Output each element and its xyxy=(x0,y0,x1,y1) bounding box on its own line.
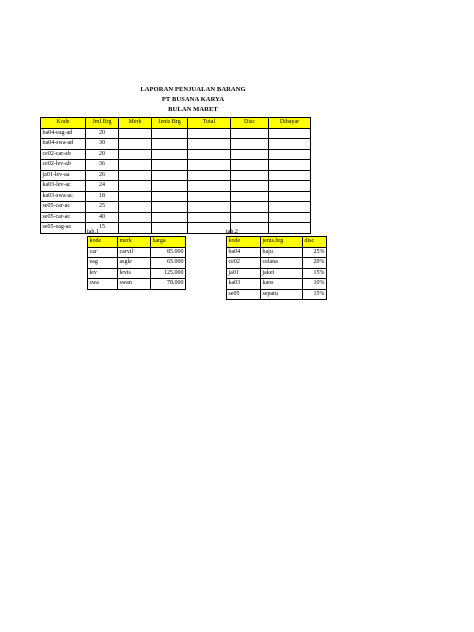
cell-dibayar[interactable] xyxy=(269,160,311,171)
cell-kode[interactable]: ka03-swa-ac xyxy=(41,191,86,202)
table-row xyxy=(227,268,327,279)
cell-dibayar[interactable] xyxy=(269,223,311,234)
cell-jenis[interactable]: kaos xyxy=(261,279,303,290)
table-row xyxy=(88,268,186,279)
cell-jenis[interactable]: sepatu xyxy=(261,289,303,300)
table-row xyxy=(41,181,311,192)
cell-jml[interactable]: 40 xyxy=(86,212,119,223)
cell-kode[interactable]: ba04-eag-ad xyxy=(41,128,86,139)
cell-kode[interactable]: ka03 xyxy=(227,279,261,290)
cell-dibayar[interactable] xyxy=(269,181,311,192)
cell-disc[interactable] xyxy=(231,160,269,171)
table-row xyxy=(227,289,327,300)
cell-total[interactable] xyxy=(188,139,231,150)
cell-harga[interactable]: 85.000 xyxy=(151,247,186,258)
cell-merk[interactable] xyxy=(119,139,152,150)
cell-disc[interactable]: 10% xyxy=(303,279,327,290)
cell-jenis[interactable] xyxy=(152,212,188,223)
table-row xyxy=(41,170,311,181)
cell-merk[interactable]: carvil xyxy=(118,247,151,258)
cell-total[interactable] xyxy=(188,160,231,171)
cell-kode[interactable]: ja01 xyxy=(227,268,261,279)
cell-jml[interactable]: 20 xyxy=(86,128,119,139)
tab1-header-kode: kode xyxy=(88,237,118,248)
cell-disc[interactable]: 15% xyxy=(303,289,327,300)
cell-jenis[interactable]: jaket xyxy=(261,268,303,279)
cell-total[interactable] xyxy=(188,212,231,223)
cell-kode[interactable]: se05-eag-ac xyxy=(41,223,86,234)
cell-jenis[interactable]: baju xyxy=(261,247,303,258)
cell-harga[interactable]: 125.000 xyxy=(151,268,186,279)
cell-merk[interactable] xyxy=(119,202,152,213)
cell-disc[interactable] xyxy=(231,212,269,223)
cell-merk[interactable]: levis xyxy=(118,268,151,279)
cell-kode[interactable]: swa xyxy=(88,279,118,290)
cell-merk[interactable] xyxy=(119,191,152,202)
cell-total[interactable] xyxy=(188,149,231,160)
table-row xyxy=(88,279,186,290)
cell-total[interactable] xyxy=(188,202,231,213)
col-header-dibayar: Dibayar xyxy=(269,118,311,129)
cell-jenis[interactable] xyxy=(152,170,188,181)
cell-jml[interactable]: 20 xyxy=(86,149,119,160)
cell-merk[interactable] xyxy=(119,223,152,234)
table-row xyxy=(227,279,327,290)
cell-jenis[interactable] xyxy=(152,149,188,160)
cell-kode[interactable]: se05-car-ac xyxy=(41,212,86,223)
tab1-header-harga: harga xyxy=(151,237,186,248)
price-lookup-table xyxy=(87,236,186,290)
cell-disc[interactable]: 25% xyxy=(303,247,327,258)
tab1-header xyxy=(88,237,186,248)
table-row xyxy=(41,202,311,213)
col-header-jenis-brg: Jenis Brg xyxy=(152,118,188,129)
report-title-block xyxy=(40,85,346,115)
sales-table-header xyxy=(41,118,311,129)
cell-jenis[interactable] xyxy=(152,160,188,171)
cell-kode[interactable]: eag xyxy=(88,258,118,269)
cell-jml[interactable]: 26 xyxy=(86,170,119,181)
cell-jml[interactable]: 36 xyxy=(86,160,119,171)
col-header-merk: Merk xyxy=(119,118,152,129)
cell-dibayar[interactable] xyxy=(269,149,311,160)
sales-table xyxy=(40,117,311,234)
cell-kode[interactable]: ba04 xyxy=(227,247,261,258)
cell-jenis[interactable] xyxy=(152,202,188,213)
cell-harga[interactable]: 78.000 xyxy=(151,279,186,290)
cell-kode[interactable]: ka03-lev-ac xyxy=(41,181,86,192)
cell-kode[interactable]: car xyxy=(88,247,118,258)
cell-merk[interactable] xyxy=(119,170,152,181)
company-name: PT BUSANA KARYA xyxy=(161,96,225,103)
tab1-header-merk: merk xyxy=(118,237,151,248)
cell-merk[interactable]: swan xyxy=(118,279,151,290)
cell-jml[interactable]: 25 xyxy=(86,202,119,213)
cell-kode[interactable]: se05 xyxy=(227,289,261,300)
cell-jml[interactable]: 30 xyxy=(86,139,119,150)
table-row xyxy=(88,247,186,258)
table-row xyxy=(41,149,311,160)
cell-jenis[interactable] xyxy=(152,223,188,234)
cell-merk[interactable] xyxy=(119,160,152,171)
cell-disc[interactable]: 20% xyxy=(303,258,327,269)
table-row xyxy=(88,258,186,269)
cell-jenis[interactable] xyxy=(152,139,188,150)
cell-jenis[interactable] xyxy=(152,181,188,192)
cell-kode[interactable]: ja01-lev-aa xyxy=(41,170,86,181)
cell-disc[interactable] xyxy=(231,181,269,192)
col-header-total: Total xyxy=(188,118,231,129)
table-row xyxy=(41,128,311,139)
cell-total[interactable] xyxy=(188,181,231,192)
table-row xyxy=(227,258,327,269)
cell-disc[interactable] xyxy=(231,170,269,181)
cell-kode[interactable]: ce02-car-ab xyxy=(41,149,86,160)
tab2-header xyxy=(227,237,327,248)
cell-kode[interactable]: se05-car-ac xyxy=(41,202,86,213)
cell-disc[interactable] xyxy=(231,202,269,213)
cell-merk[interactable]: asgle xyxy=(118,258,151,269)
cell-dibayar[interactable] xyxy=(269,191,311,202)
cell-jml[interactable]: 15 xyxy=(86,223,119,234)
cell-kode[interactable]: ba04-swa-ad xyxy=(41,139,86,150)
cell-jenis[interactable] xyxy=(152,191,188,202)
cell-total[interactable] xyxy=(188,191,231,202)
report-title: LAPORAN PENJUALAN BARANG xyxy=(140,86,246,93)
cell-total[interactable] xyxy=(188,170,231,181)
cell-dibayar[interactable] xyxy=(269,202,311,213)
cell-disc[interactable]: 15% xyxy=(303,268,327,279)
tab2-caption: tab.2 xyxy=(226,229,238,235)
col-header-disc: Disc xyxy=(231,118,269,129)
table-row xyxy=(41,139,311,150)
cell-dibayar[interactable] xyxy=(269,139,311,150)
cell-merk[interactable] xyxy=(119,149,152,160)
cell-disc[interactable] xyxy=(231,139,269,150)
cell-harga[interactable]: 65.000 xyxy=(151,258,186,269)
cell-dibayar[interactable] xyxy=(269,170,311,181)
cell-disc[interactable] xyxy=(231,128,269,139)
table-row xyxy=(41,160,311,171)
discount-lookup-table xyxy=(226,236,327,300)
cell-kode[interactable]: lev xyxy=(88,268,118,279)
table-row xyxy=(41,212,311,223)
table-row xyxy=(41,191,311,202)
tab2-header-jenis-brg: jenis.brg xyxy=(261,237,303,248)
cell-total[interactable] xyxy=(188,128,231,139)
tab2-header-kode: kode xyxy=(227,237,261,248)
col-header-jml-brg: Jml Brg xyxy=(86,118,119,129)
cell-jml[interactable]: 18 xyxy=(86,191,119,202)
cell-disc[interactable] xyxy=(231,149,269,160)
cell-total[interactable] xyxy=(188,223,231,234)
cell-merk[interactable] xyxy=(119,181,152,192)
cell-dibayar[interactable] xyxy=(269,212,311,223)
tab2-header-disc: disc xyxy=(303,237,327,248)
cell-jenis[interactable] xyxy=(152,128,188,139)
table-row xyxy=(41,223,311,234)
cell-jml[interactable]: 24 xyxy=(86,181,119,192)
cell-merk[interactable] xyxy=(119,212,152,223)
cell-jenis[interactable]: celana xyxy=(261,258,303,269)
cell-kode[interactable]: ce02-lev-ab xyxy=(41,160,86,171)
cell-disc[interactable] xyxy=(231,191,269,202)
report-period: BULAN MARET xyxy=(168,106,218,113)
col-header-kode: Kode xyxy=(41,118,86,129)
cell-kode[interactable]: ce02 xyxy=(227,258,261,269)
tab1-caption: tab.1 xyxy=(87,229,99,235)
table-row xyxy=(227,247,327,258)
cell-dibayar[interactable] xyxy=(269,128,311,139)
cell-merk[interactable] xyxy=(119,128,152,139)
